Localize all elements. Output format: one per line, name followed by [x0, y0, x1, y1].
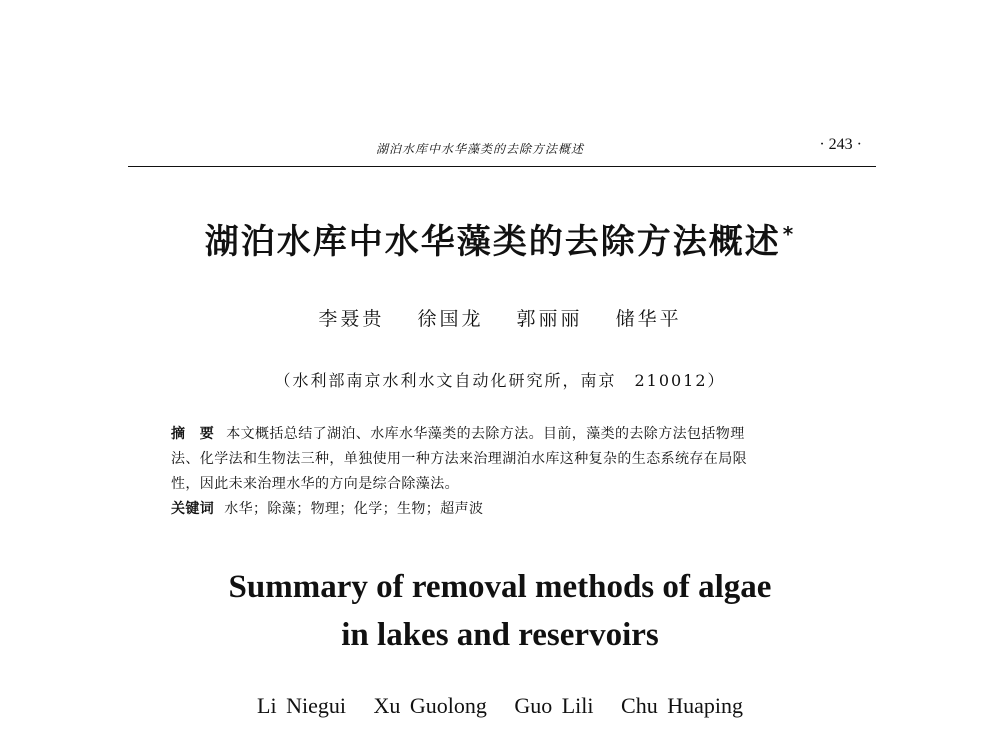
running-title: 湖泊水库中水华藻类的去除方法概述 [376, 142, 585, 156]
chinese-title-text: 湖泊水库中水华藻类的去除方法概述 [204, 222, 781, 262]
english-author: Li Niegui [257, 693, 346, 718]
chinese-authors [0, 304, 1000, 331]
title-footnote-mark: * [782, 221, 796, 246]
english-title-line: Summary of removal methods of algae [228, 569, 772, 605]
chinese-author: 储华平 [615, 308, 682, 330]
keywords-line [171, 497, 839, 522]
english-author: Guo Lili [514, 693, 594, 718]
abstract-line: 性，因此未来治理水华的方向是综合除藻法。 [171, 476, 459, 492]
running-header [128, 132, 876, 167]
keywords-text: 水华；除藻；物理；化学；生物；超声波 [224, 501, 484, 517]
abstract-block [171, 422, 839, 522]
page-number: · 243 · [819, 136, 862, 153]
abstract-line: 法、化学法和生物法三种，单独使用一种方法来治理湖泊水库这种复杂的生态系统存在局限 [171, 451, 747, 467]
english-title-line: in lakes and reservoirs [341, 617, 659, 653]
abstract-line [171, 422, 839, 447]
chinese-author: 徐国龙 [417, 308, 484, 330]
chinese-title [0, 214, 1000, 263]
abstract-text: 本文概括总结了湖泊、水库水华藻类的去除方法。目前，藻类的去除方法包括物理 [226, 426, 745, 442]
english-authors [0, 693, 1000, 719]
english-author: Xu Guolong [373, 693, 487, 718]
chinese-affiliation: （水利部南京水利水文自动化研究所，南京 210012） [274, 371, 726, 390]
english-author: Chu Huaping [621, 693, 743, 718]
chinese-author: 郭丽丽 [516, 308, 583, 330]
keywords-label: 关键词 [171, 501, 215, 517]
chinese-author: 李聂贵 [318, 308, 385, 330]
english-title [0, 563, 1000, 659]
abstract-label: 摘 要 [171, 426, 215, 442]
